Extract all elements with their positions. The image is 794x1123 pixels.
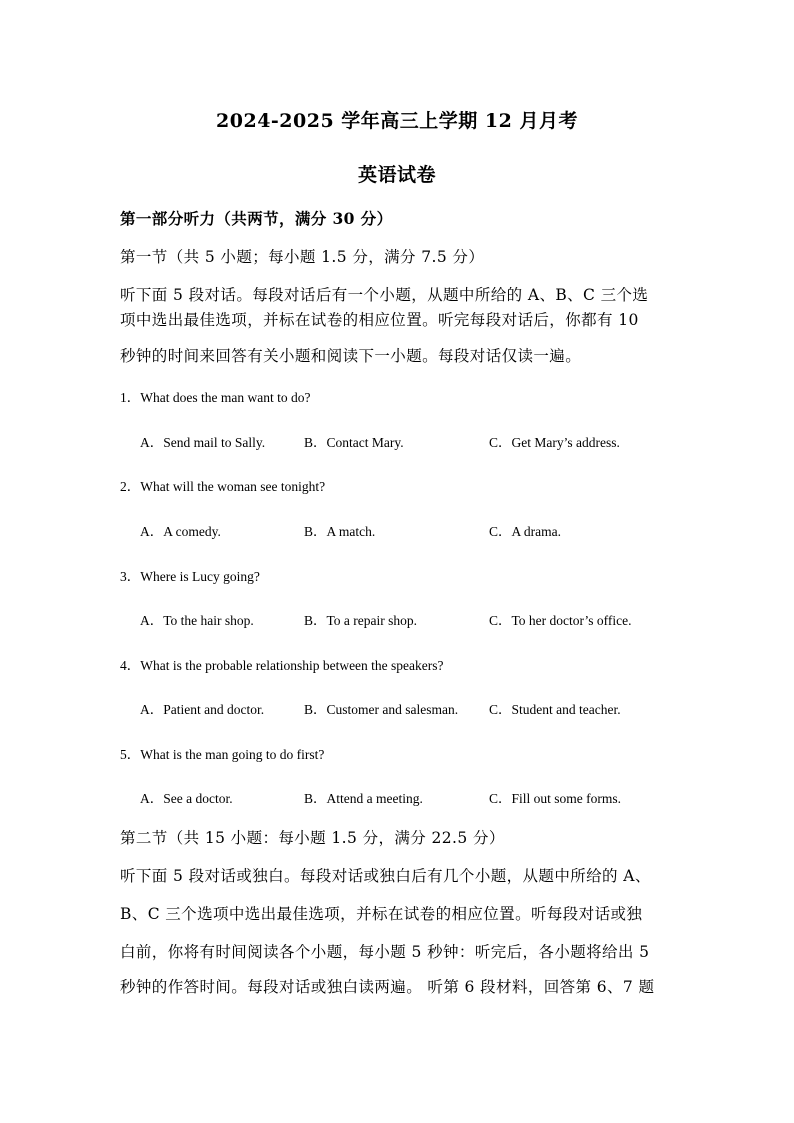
option-a: A．A comedy. [140,524,221,539]
option-c: C．Get Mary’s address. [489,435,620,450]
option-b: B．Customer and salesman. [304,702,459,717]
section1-instruction-line: 听下面 5 段对话。每段对话后有一个小题，从题中所给的 A、B、C 三个选 [120,286,649,304]
option-b: B．Attend a meeting. [304,791,423,806]
part1-heading: 第一部分听力（共两节，满分 30 分） [120,209,393,228]
option-b: B．To a repair shop. [304,613,418,628]
section1-heading: 第一节（共 5 小题；每小题 1.5 分，满分 7.5 分） [120,248,485,266]
question-stem: 5．What is the man going to do first? [120,747,325,762]
section1-instruction-line: 项中选出最佳选项，并标在试卷的相应位置。听完每段对话后，你都有 10 [120,311,639,329]
question-stem: 1．What does the man want to do? [120,390,311,405]
section2-heading: 第二节（共 15 小题：每小题 1.5 分，满分 22.5 分） [120,829,505,847]
option-c: C．To her doctor’s office. [489,613,632,628]
option-c: C．Student and teacher. [489,702,621,717]
option-a: A．Patient and doctor. [140,702,265,717]
question-stem: 2．What will the woman see tonight? [120,479,326,494]
option-b: B．A match. [304,524,376,539]
exam-subtitle: 英语试卷 [357,164,436,186]
question-stem: 4．What is the probable relationship between the speakers? [120,658,444,673]
section2-instruction-line: 白前，你将有时间阅读各个小题，每小题 5 秒钟：听完后，各小题将给出 5 [120,943,650,961]
exam-title: 2024-2025 学年高三上学期 12 月月考 [216,110,578,132]
question-stem: 3．Where is Lucy going? [120,569,260,584]
option-b: B．Contact Mary. [304,435,404,450]
option-a: A．See a doctor. [140,791,233,806]
option-c: C．A drama. [489,524,561,539]
option-c: C．Fill out some forms. [489,791,622,806]
section1-instruction-line: 秒钟的时间来回答有关小题和阅读下一小题。每段对话仅读一遍。 [120,347,582,365]
option-a: A．To the hair shop. [140,613,254,628]
section2-instruction-line: B、C 三个选项中选出最佳选项，并标在试卷的相应位置。听每段对话或独 [120,905,643,923]
option-a: A．Send mail to Sally. [140,435,266,450]
section2-instruction-line: 听下面 5 段对话或独白。每段对话或独白后有几个小题，从题中所给的 A、 [120,867,651,885]
section2-instruction-line: 秒钟的作答时间。每段对话或独白读两遍。 听第 6 段材料，回答第 6、7 题 [120,978,655,996]
